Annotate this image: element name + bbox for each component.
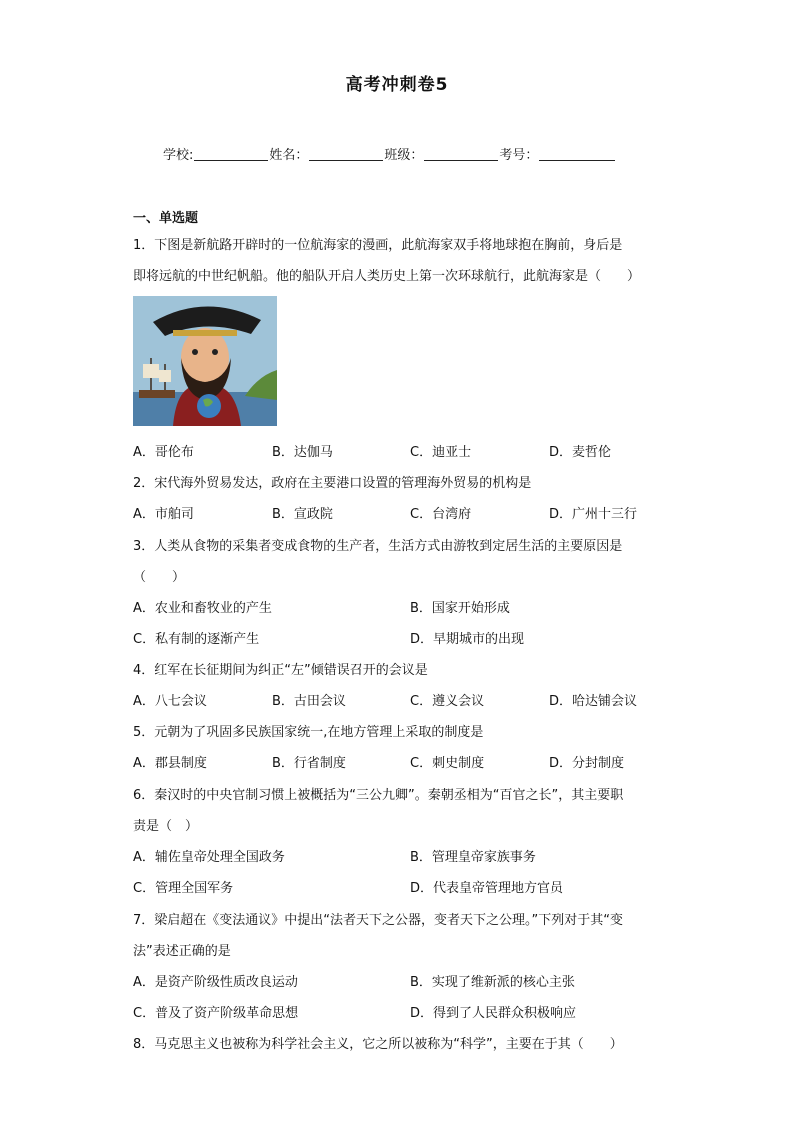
question-1-option-c[interactable]: C．迪亚士 bbox=[410, 445, 472, 460]
name-label: 姓名： bbox=[269, 148, 309, 163]
question-7-stem-line1: 7．梁启超在《变法通议》中提出“法者天下之公器，变者天下之公理。”下列对于其“变 bbox=[133, 913, 623, 928]
question-5-options bbox=[133, 752, 673, 770]
question-6-stem-line2: 责是（ ） bbox=[133, 819, 199, 834]
class-blank[interactable] bbox=[424, 147, 498, 161]
question-6-options-row1 bbox=[133, 846, 673, 864]
question-7-option-d[interactable]: D．得到了人民群众积极响应 bbox=[410, 1006, 577, 1021]
question-4-options bbox=[133, 690, 673, 708]
name-blank[interactable] bbox=[309, 147, 383, 161]
image-eye-left bbox=[192, 349, 198, 355]
question-4-option-c[interactable]: C．遵义会议 bbox=[410, 694, 485, 709]
question-6-option-b[interactable]: B．管理皇帝家族事务 bbox=[410, 850, 536, 865]
question-3-stem-line2: （ ） bbox=[133, 570, 186, 585]
question-6-option-d[interactable]: D．代表皇帝管理地方官员 bbox=[410, 881, 564, 896]
question-7-stem-line2: 法”表述正确的是 bbox=[133, 944, 231, 959]
question-1-stem-line2: 即将远航的中世纪帆船。他的船队开启人类历史上第一次环球航行，此航海家是（ ） bbox=[133, 269, 641, 284]
question-1-stem-line1: 1．下图是新航路开辟时的一位航海家的漫画，此航海家双手将地球抱在胸前，身后是 bbox=[133, 238, 623, 253]
navigator-cartoon-image bbox=[133, 296, 277, 426]
question-6-option-c[interactable]: C．管理全国军务 bbox=[133, 881, 234, 896]
question-5-option-a[interactable]: A．郡县制度 bbox=[133, 756, 207, 771]
question-7-options-row1 bbox=[133, 971, 673, 989]
question-1-option-b[interactable]: B．达伽马 bbox=[272, 445, 333, 460]
school-blank[interactable] bbox=[194, 147, 268, 161]
question-2-option-a[interactable]: A．市舶司 bbox=[133, 507, 194, 522]
question-3-option-d[interactable]: D．早期城市的出现 bbox=[410, 632, 525, 647]
question-3-option-c[interactable]: C．私有制的逐渐产生 bbox=[133, 632, 260, 647]
number-blank[interactable] bbox=[539, 147, 615, 161]
question-7-options-row2 bbox=[133, 1002, 673, 1020]
page-title: 高考冲刺卷5 bbox=[345, 75, 449, 95]
question-1-option-a[interactable]: A．哥伦布 bbox=[133, 445, 194, 460]
question-4-stem: 4．红军在长征期间为纠正“左”倾错误召开的会议是 bbox=[133, 663, 428, 678]
question-2-option-d[interactable]: D．广州十三行 bbox=[549, 507, 638, 522]
image-hat-band bbox=[173, 330, 237, 336]
question-3-option-b[interactable]: B．国家开始形成 bbox=[410, 601, 510, 616]
question-7-option-a[interactable]: A．是资产阶级性质改良运动 bbox=[133, 975, 298, 990]
question-3-stem-line1: 3．人类从食物的采集者变成食物的生产者，生活方式由游牧到定居生活的主要原因是 bbox=[133, 539, 623, 554]
question-1-option-d[interactable]: D．麦哲伦 bbox=[549, 445, 612, 460]
question-1-options bbox=[133, 441, 673, 459]
question-7-option-b[interactable]: B．实现了维新派的核心主张 bbox=[410, 975, 575, 990]
number-label: 考号： bbox=[499, 148, 539, 163]
class-label: 班级： bbox=[384, 148, 424, 163]
question-5-option-c[interactable]: C．刺史制度 bbox=[410, 756, 485, 771]
question-7-option-c[interactable]: C．普及了资产阶级革命思想 bbox=[133, 1006, 299, 1021]
question-5-stem: 5．元朝为了巩固多民族国家统一,在地方管理上采取的制度是 bbox=[133, 725, 484, 740]
image-eye-right bbox=[212, 349, 218, 355]
question-3-options-row1 bbox=[133, 597, 673, 615]
question-3-option-a[interactable]: A．农业和畜牧业的产生 bbox=[133, 601, 272, 616]
question-3-options-row2 bbox=[133, 628, 673, 646]
question-5-option-d[interactable]: D．分封制度 bbox=[549, 756, 625, 771]
question-4-option-b[interactable]: B．古田会议 bbox=[272, 694, 346, 709]
question-4-option-a[interactable]: A．八七会议 bbox=[133, 694, 207, 709]
question-2-stem: 2．宋代海外贸易发达，政府在主要港口设置的管理海外贸易的机构是 bbox=[133, 476, 532, 491]
question-8-stem: 8．马克思主义也被称为科学社会主义，它之所以被称为“科学”，主要在于其（ ） bbox=[133, 1037, 623, 1052]
student-info-line bbox=[163, 144, 616, 163]
section-heading: 一、单选题 bbox=[133, 211, 199, 226]
question-5-option-b[interactable]: B．行省制度 bbox=[272, 756, 346, 771]
question-6-options-row2 bbox=[133, 877, 673, 895]
question-2-options bbox=[133, 503, 673, 521]
question-6-stem-line1: 6．秦汉时的中央官制习惯上被概括为“三公九卿”。秦朝丞相为“百官之长”，其主要职 bbox=[133, 788, 624, 803]
school-label: 学校: bbox=[163, 148, 194, 163]
question-4-option-d[interactable]: D．哈达铺会议 bbox=[549, 694, 638, 709]
question-6-option-a[interactable]: A．辅佐皇帝处理全国政务 bbox=[133, 850, 285, 865]
question-2-option-b[interactable]: B．宣政院 bbox=[272, 507, 333, 522]
question-2-option-c[interactable]: C．台湾府 bbox=[410, 507, 472, 522]
